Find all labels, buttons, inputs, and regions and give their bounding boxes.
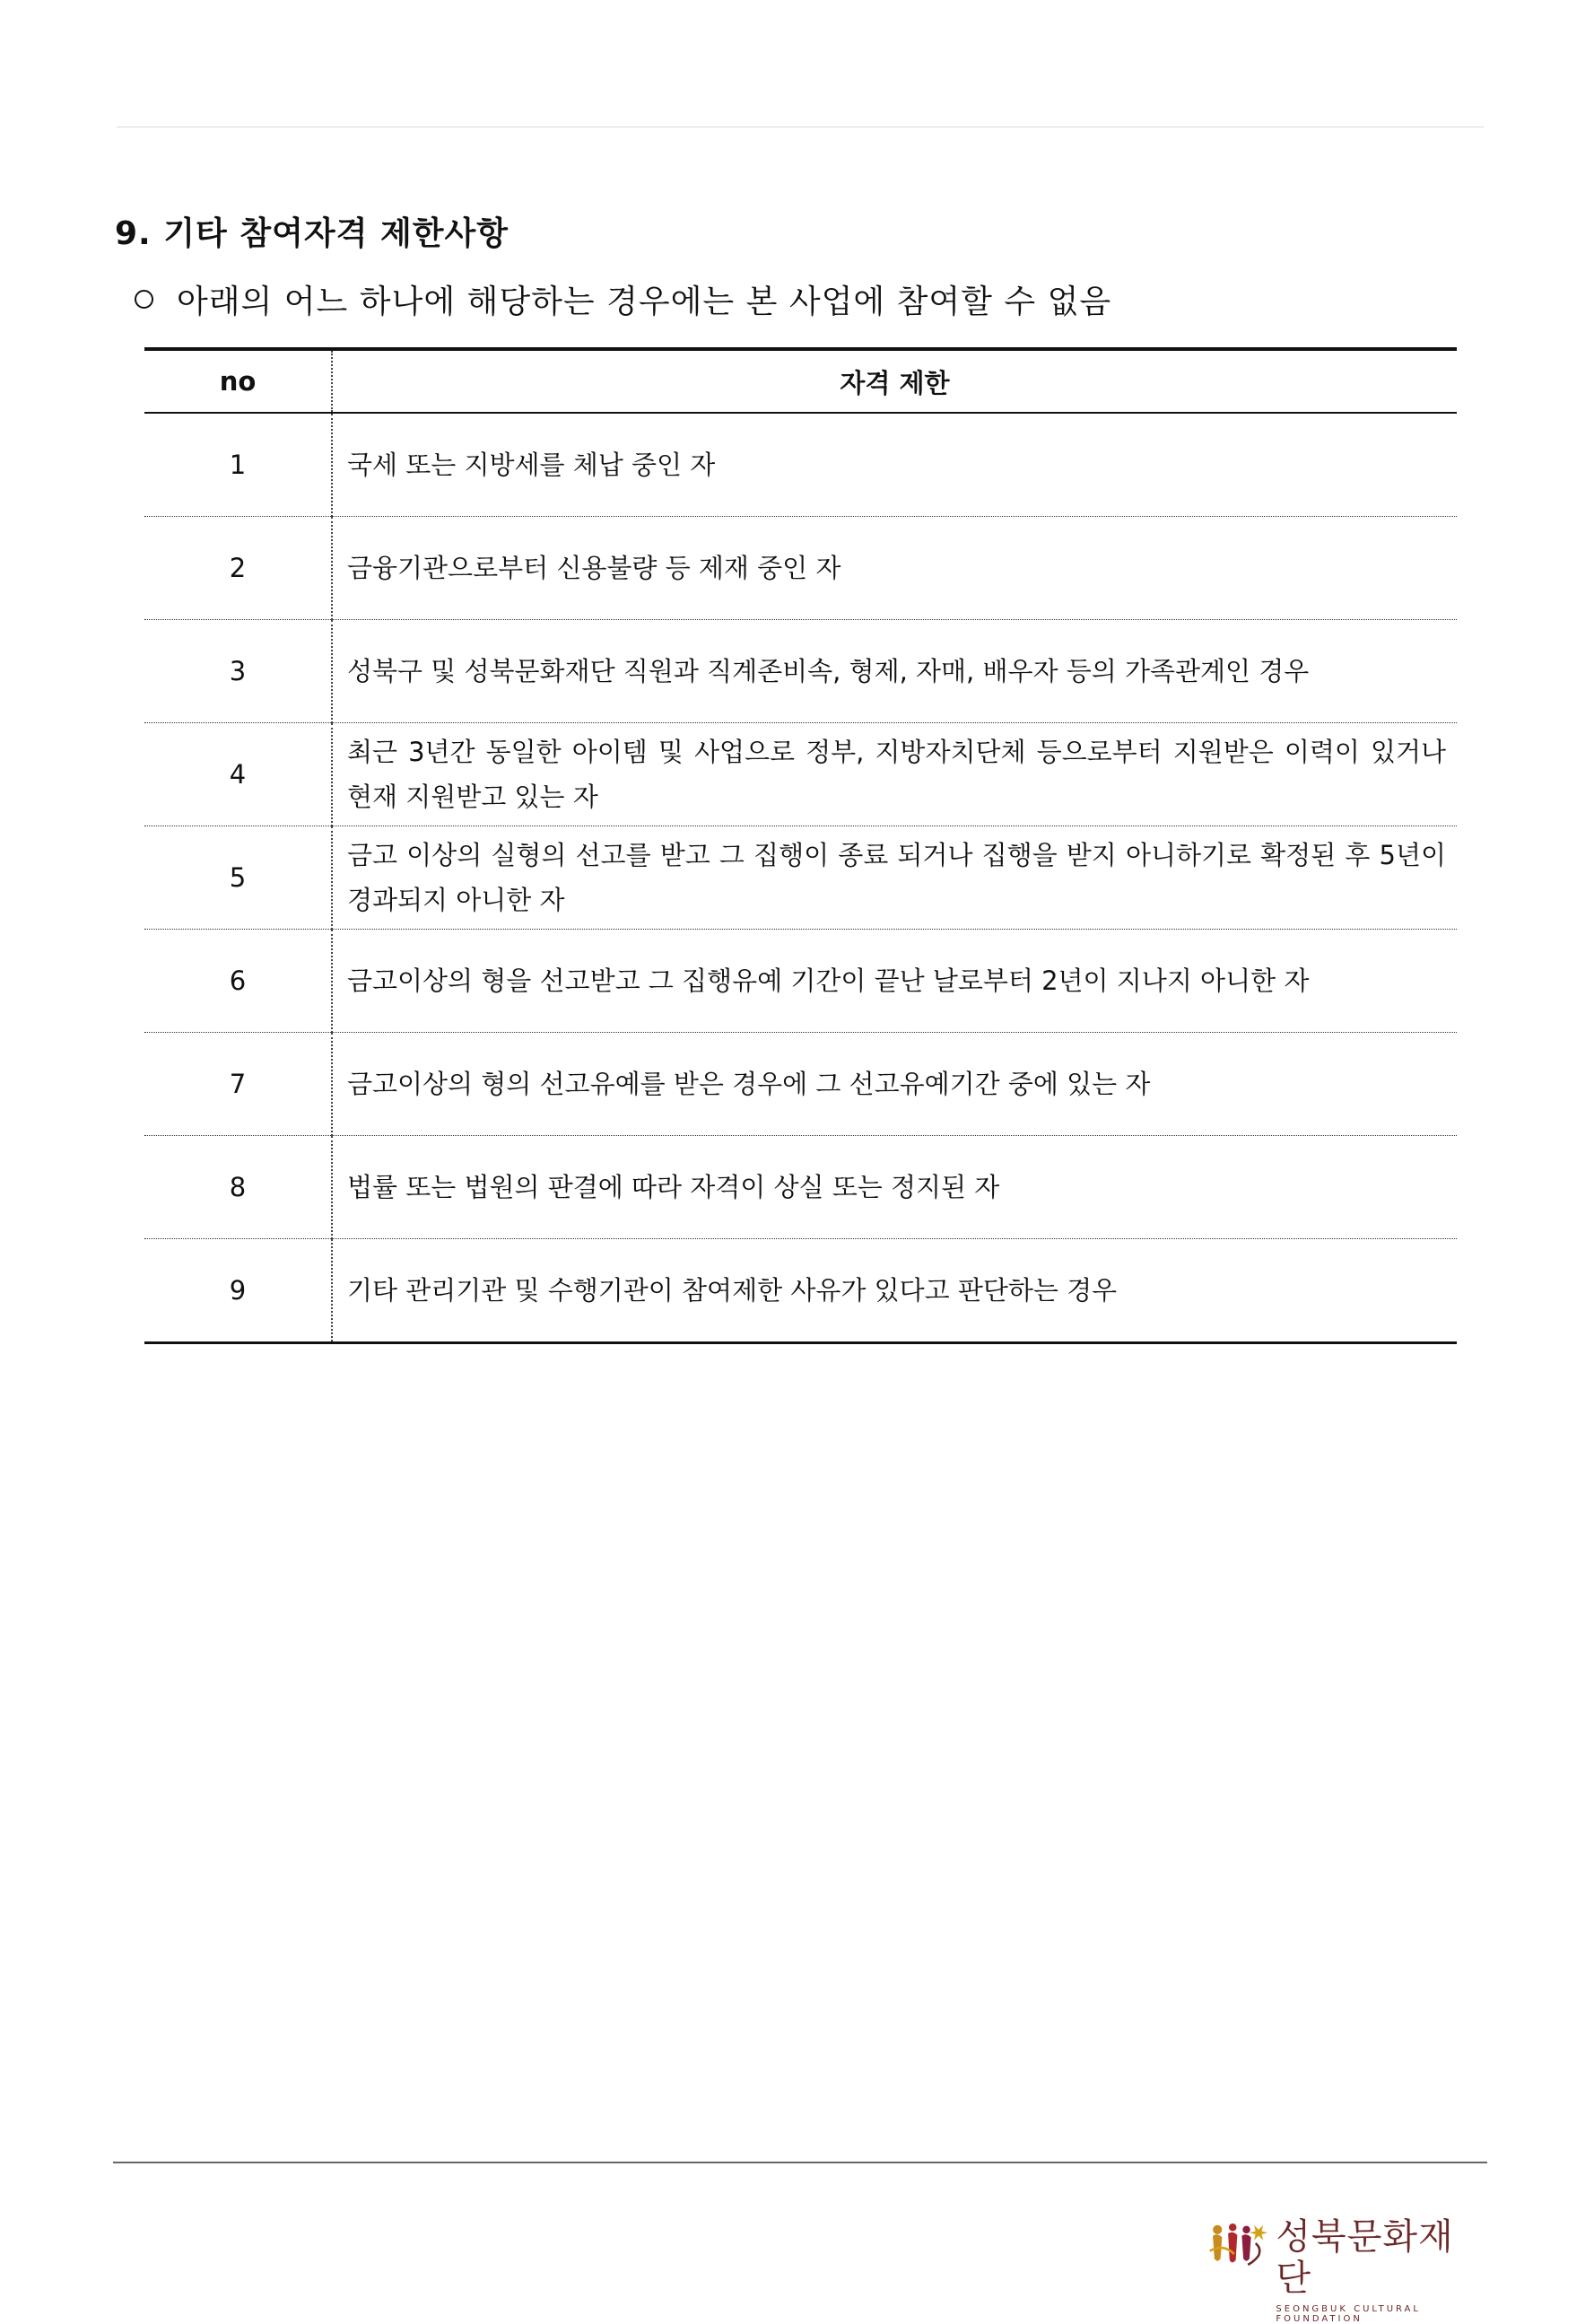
row-text: 국세 또는 지방세를 체납 중인 자: [332, 413, 1457, 517]
row-number: 4: [144, 723, 332, 826]
row-text: 금고이상의 형의 선고유예를 받은 경우에 그 선고유예기간 중에 있는 자: [332, 1033, 1457, 1136]
row-text: 성북구 및 성북문화재단 직원과 직계존비속, 형제, 자매, 배우자 등의 가족관계인 경우: [332, 620, 1457, 723]
table-row: [144, 1136, 1457, 1239]
table-row: [144, 826, 1457, 930]
table-row: [144, 723, 1457, 826]
table-row: [144, 1239, 1457, 1343]
bullet-circle-icon: [135, 290, 153, 309]
row-number: 2: [144, 517, 332, 620]
row-text: 금고이상의 형을 선고받고 그 집행유예 기간이 끝난 날로부터 2년이 지나지 아니한 자: [332, 930, 1457, 1033]
table-row: [144, 1033, 1457, 1136]
header-no: no: [144, 349, 332, 413]
logo-name: 성북문화재단: [1276, 2216, 1454, 2299]
logo-subtitle: SEONGBUK CULTURAL FOUNDATION: [1276, 2304, 1421, 2324]
row-number: 5: [144, 826, 332, 930]
restriction-table: [144, 347, 1457, 1344]
intro-statement: [135, 276, 1111, 322]
row-text: 금고 이상의 실형의 선고를 받고 그 집행이 종료 되거나 집행을 받지 아니하기로 확정된 후 5년이 경과되지 아니한 자: [332, 826, 1457, 930]
footer-divider: [113, 2162, 1487, 2163]
foundation-logo: [1208, 2216, 1477, 2324]
row-text: 최근 3년간 동일한 아이템 및 사업으로 정부, 지방자치단체 등으로부터 지원받은 이력이 있거나 현재 지원받고 있는 자: [332, 723, 1457, 826]
row-text: 금융기관으로부터 신용불량 등 제재 중인 자: [332, 517, 1457, 620]
table-row: [144, 930, 1457, 1033]
table-header-row: [144, 349, 1457, 413]
row-number: 6: [144, 930, 332, 1033]
table-row: [144, 517, 1457, 620]
row-text: 기타 관리기관 및 수행기관이 참여제한 사유가 있다고 판단하는 경우: [332, 1239, 1457, 1343]
row-text: 법률 또는 법원의 판결에 따라 자격이 상실 또는 정지된 자: [332, 1136, 1457, 1239]
intro-text: 아래의 어느 하나에 해당하는 경우에는 본 사업에 참여할 수 없음: [177, 284, 1112, 320]
table-row: [144, 413, 1457, 517]
row-number: 8: [144, 1136, 332, 1239]
table-row: [144, 620, 1457, 723]
foundation-logo-icon: [1208, 2216, 1272, 2272]
row-number: 1: [144, 413, 332, 517]
header-restriction: 자격 제한: [332, 349, 1457, 413]
section-title: 9. 기타 참여자격 제한사항: [115, 215, 510, 252]
row-number: 3: [144, 620, 332, 723]
row-number: 9: [144, 1239, 332, 1343]
row-number: 7: [144, 1033, 332, 1136]
